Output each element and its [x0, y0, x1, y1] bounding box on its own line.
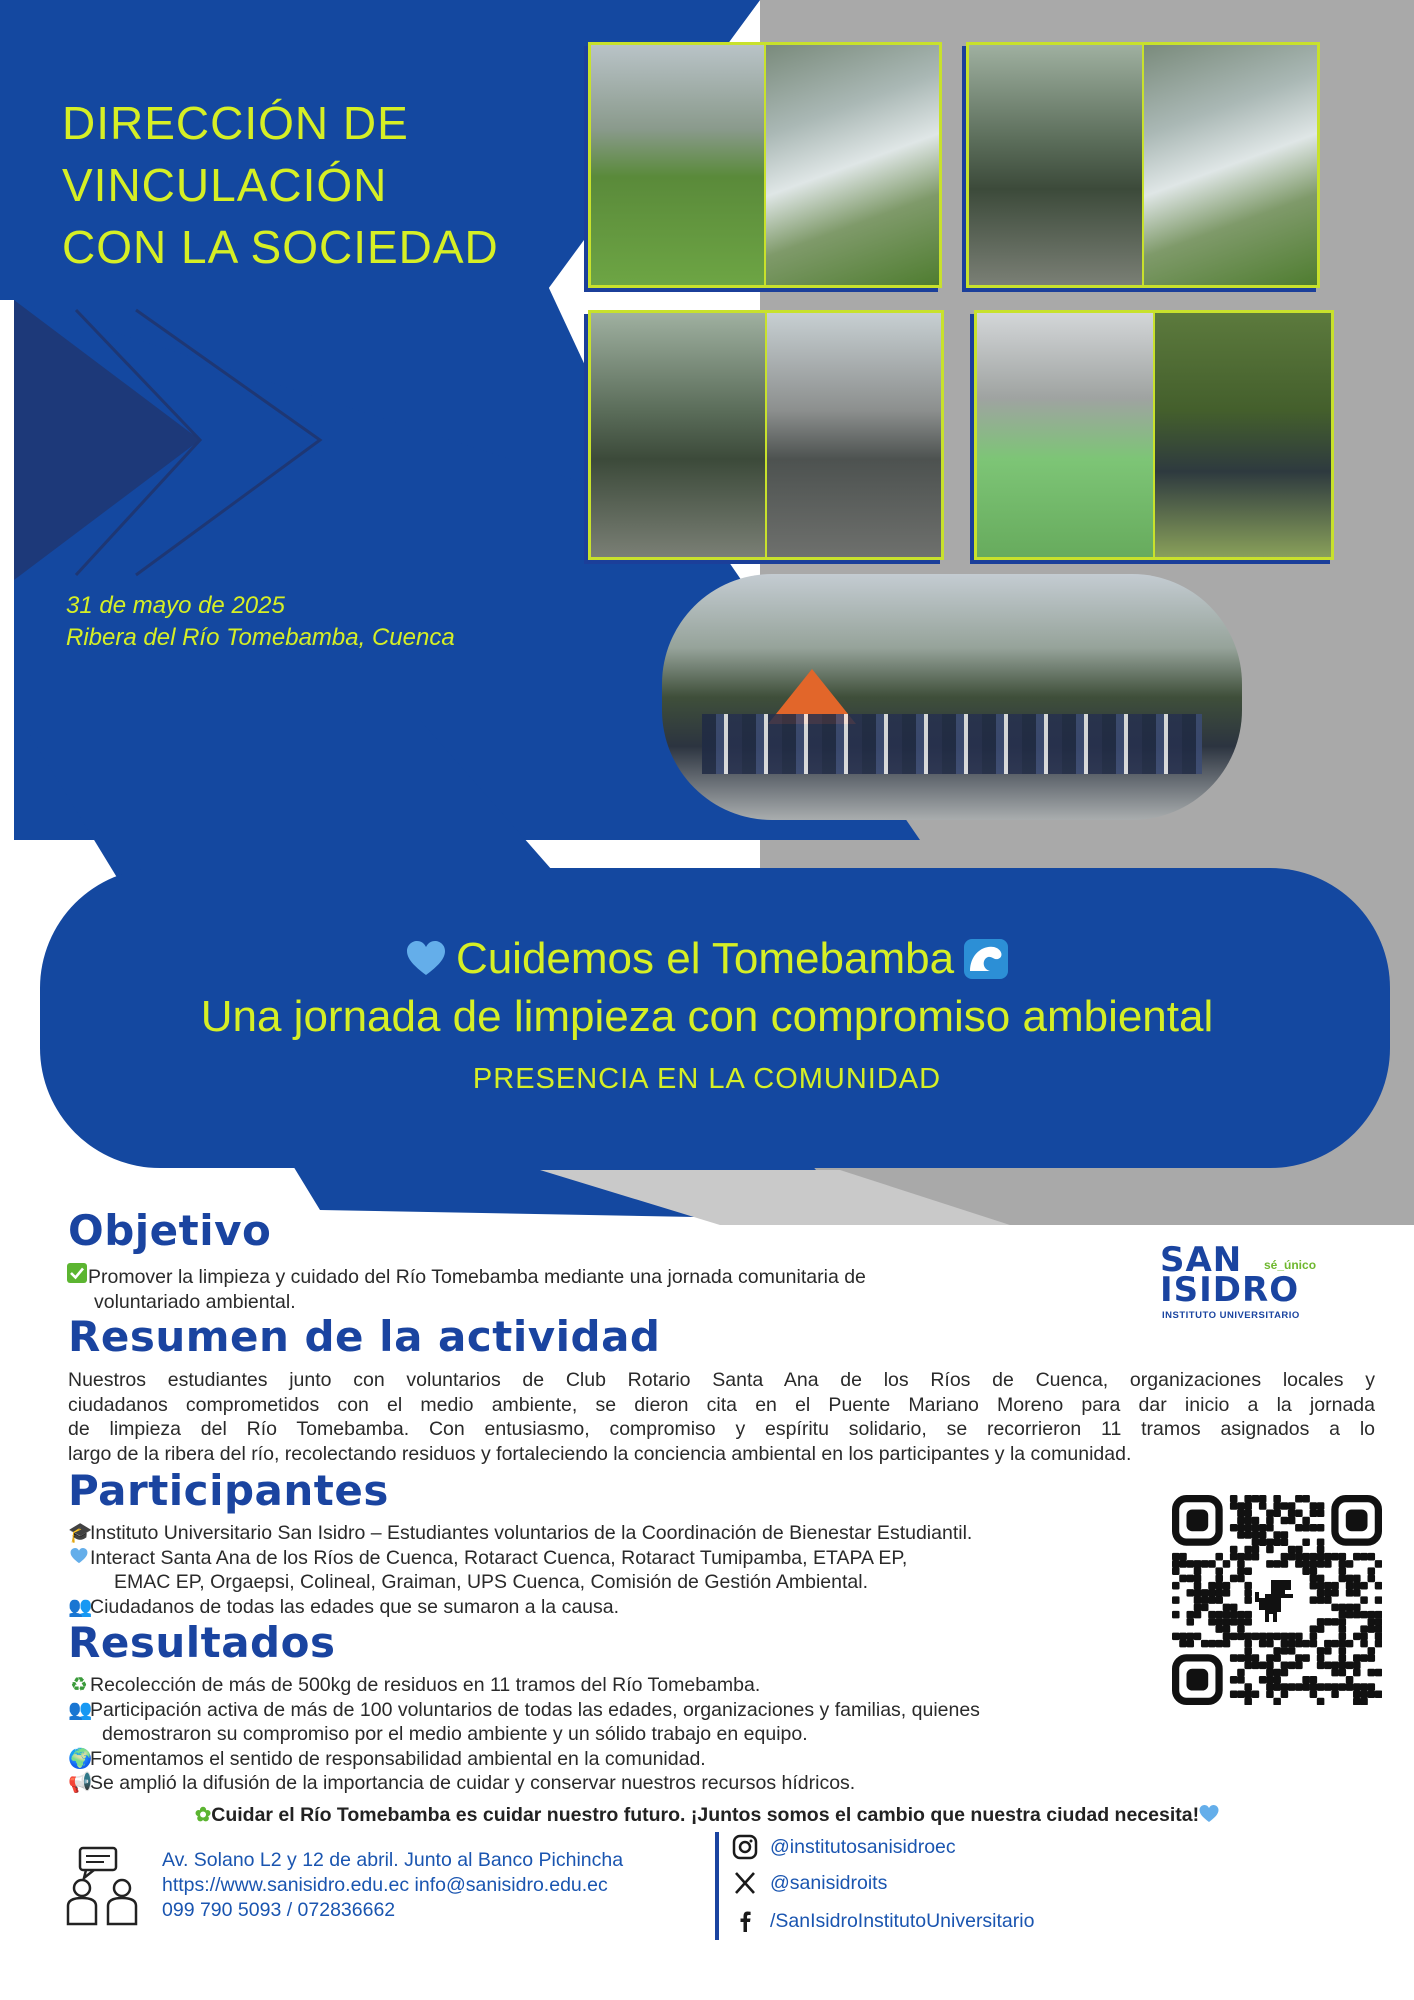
logo-isidro: ISIDRO	[1160, 1270, 1300, 1310]
list-item: 🎓Instituto Universitario San Isidro – Estudiantes voluntarios de la Coordinación de Bienestar Estudiantil.	[68, 1522, 973, 1544]
instagram-icon	[732, 1834, 758, 1860]
facebook-link[interactable]: /SanIsidroInstitutoUniversitario	[732, 1908, 1034, 1934]
banner-title-line2: Una jornada de limpieza con compromiso ambiental	[200, 992, 1214, 1041]
blue-heart-icon	[1199, 1804, 1219, 1826]
participantes-heading: Participantes	[68, 1466, 389, 1515]
organization-title-line: CON LA SOCIEDAD	[62, 221, 499, 273]
objetivo-text: Promover la limpieza y cuidado del Río Tomebamba mediante una jornada comunitaria de voluntariado ambiental.	[66, 1263, 1066, 1314]
x-icon	[732, 1870, 758, 1896]
list-item: Interact Santa Ana de los Ríos de Cuenca, Rotaract Cuenca, Rotaract Tumipamba, ETAPA EP,	[68, 1546, 1168, 1571]
photo-street	[765, 313, 941, 557]
resumen-heading: Resumen de la actividad	[68, 1312, 661, 1361]
event-location: Ribera del Río Tomebamba, Cuenca	[66, 624, 455, 651]
list-item: ♻ Recolección de más de 500kg de residuos en 11 tramos del Río Tomebamba.	[68, 1673, 1178, 1698]
group-photo	[662, 574, 1242, 820]
san-isidro-logo	[1158, 1242, 1333, 1322]
people-icon: 👥	[68, 1595, 93, 1618]
check-icon	[66, 1263, 88, 1290]
banner-title-line1: Cuidemos el Tomebamba	[40, 930, 1374, 988]
list-item: 🌍Fomentamos el sentido de responsabilidad ambiental en la comunidad.	[68, 1747, 706, 1770]
event-info	[66, 590, 455, 654]
recycle-icon: ♻	[70, 1674, 88, 1696]
crowd	[702, 714, 1202, 774]
leaf-icon: ✿	[194, 1804, 212, 1826]
closing-message: ✿Cuidar el Río Tomebamba es cuidar nuestro futuro. ¡Juntos somos el cambio que nuestra ciudad necesita!	[0, 1803, 1414, 1827]
facebook-icon	[732, 1908, 758, 1934]
event-date: 31 de mayo de 2025	[66, 592, 285, 619]
logo-tagline: sé_único	[1264, 1258, 1317, 1272]
banner-title	[40, 930, 1374, 1046]
logo-institute: INSTITUTO UNIVERSITARIO	[1162, 1310, 1300, 1321]
blue-heart-icon	[406, 941, 446, 977]
participantes-list: 🎓Instituto Universitario San Isidro – Estudiantes voluntarios de la Coordinación de Bienestar Estudiantil. Interact Santa Ana de los Ríos de Cuenca, Rotaract Cuenca, Rotaract Tumipamba, ETAPA EP, EMAC EP, Orgaepsi, Colineal, Graiman, UPS Cuenca, Comisión de Gestión Ambiental. 👥Ciudadanos de todas las edades que se sumaron a la causa.	[68, 1521, 1168, 1619]
list-item: 👥Participación activa de más de 100 voluntarios de todas las edades, organizaciones y familias, quienes	[68, 1698, 980, 1721]
list-item: 👥Ciudadanos de todas las edades que se sumaron a la causa.	[68, 1595, 620, 1618]
list-item: 📢Se amplió la difusión de la importancia de cuidar y conservar nuestros recursos hídricos.	[68, 1772, 856, 1794]
photo-river	[1142, 45, 1317, 285]
people-icon: 👥	[68, 1698, 93, 1721]
address: Av. Solano L2 y 12 de abril. Junto al Banco Pichincha	[162, 1849, 624, 1871]
photo-truck	[977, 313, 1153, 557]
photo-volunteer	[969, 45, 1142, 285]
contact-people-icon	[66, 1846, 142, 1926]
graduation-cap-icon: 🎓	[68, 1522, 93, 1544]
wave-icon	[964, 939, 1008, 979]
footer-divider	[715, 1832, 719, 1940]
photo-volunteers	[591, 313, 765, 557]
photo-cleanup-3	[588, 310, 944, 560]
instagram-link[interactable]: @institutosanisidroec	[732, 1834, 956, 1860]
photo-cleanup-4	[974, 310, 1334, 560]
objetivo-heading: Objetivo	[68, 1206, 272, 1255]
blue-heart-icon	[68, 1546, 90, 1571]
x-link[interactable]: @sanisidroits	[732, 1870, 887, 1896]
organization-title-line: VINCULACIÓN	[62, 159, 388, 211]
resultados-list: ♻ Recolección de más de 500kg de residuos en 11 tramos del Río Tomebamba. 👥Participación activa de más de 100 voluntarios de todas las edades, organizaciones y familias, quienes demostraron su compromiso por el medio ambiente y un sólido trabajo en equipo. 🌍Fomentamos el sentido de responsabilidad ambiental en la comunidad. 📢Se amplió la difusión de la importancia de cuidar y conservar nuestros recursos hídricos.	[68, 1673, 1178, 1796]
photo-cleanup-1	[588, 42, 942, 288]
organization-title	[62, 92, 499, 278]
website-email[interactable]: https://www.sanisidro.edu.ec info@sanisidro.edu.ec	[162, 1874, 608, 1896]
phone-numbers: 099 790 5093 / 072836662	[162, 1899, 396, 1921]
photo-park	[591, 45, 764, 285]
banner-subtitle: PRESENCIA EN LA COMUNIDAD	[472, 1063, 942, 1095]
logo-san: SAN	[1160, 1240, 1243, 1280]
qr-code[interactable]	[1172, 1495, 1382, 1705]
photo-river	[764, 45, 939, 285]
contact-info	[162, 1848, 623, 1923]
organization-title-line: DIRECCIÓN DE	[62, 97, 409, 149]
photo-cleanup-2	[966, 42, 1320, 288]
resumen-text: Nuestros estudiantes junto con voluntarios de Club Rotario Santa Ana de los Ríos de Cuenca, organizaciones locales y ciudadanos comprometidos con el medio ambiente, se dieron cita en el Puente Mariano Moreno para dar inicio a la jornada de limpieza del Río Tomebamba. Con entusiasmo, compromiso y espíritu solidario, se recorrieron 11 tramos asignados a lo largo de la ribera del río, recolectando residuos y fortaleciendo la conciencia ambiental en los participantes y la comunidad.	[68, 1369, 1375, 1465]
resultados-heading: Resultados	[68, 1618, 336, 1667]
megaphone-icon: 📢	[68, 1772, 93, 1794]
globe-icon: 🌍	[68, 1747, 93, 1770]
photo-group-sitting	[1153, 313, 1331, 557]
